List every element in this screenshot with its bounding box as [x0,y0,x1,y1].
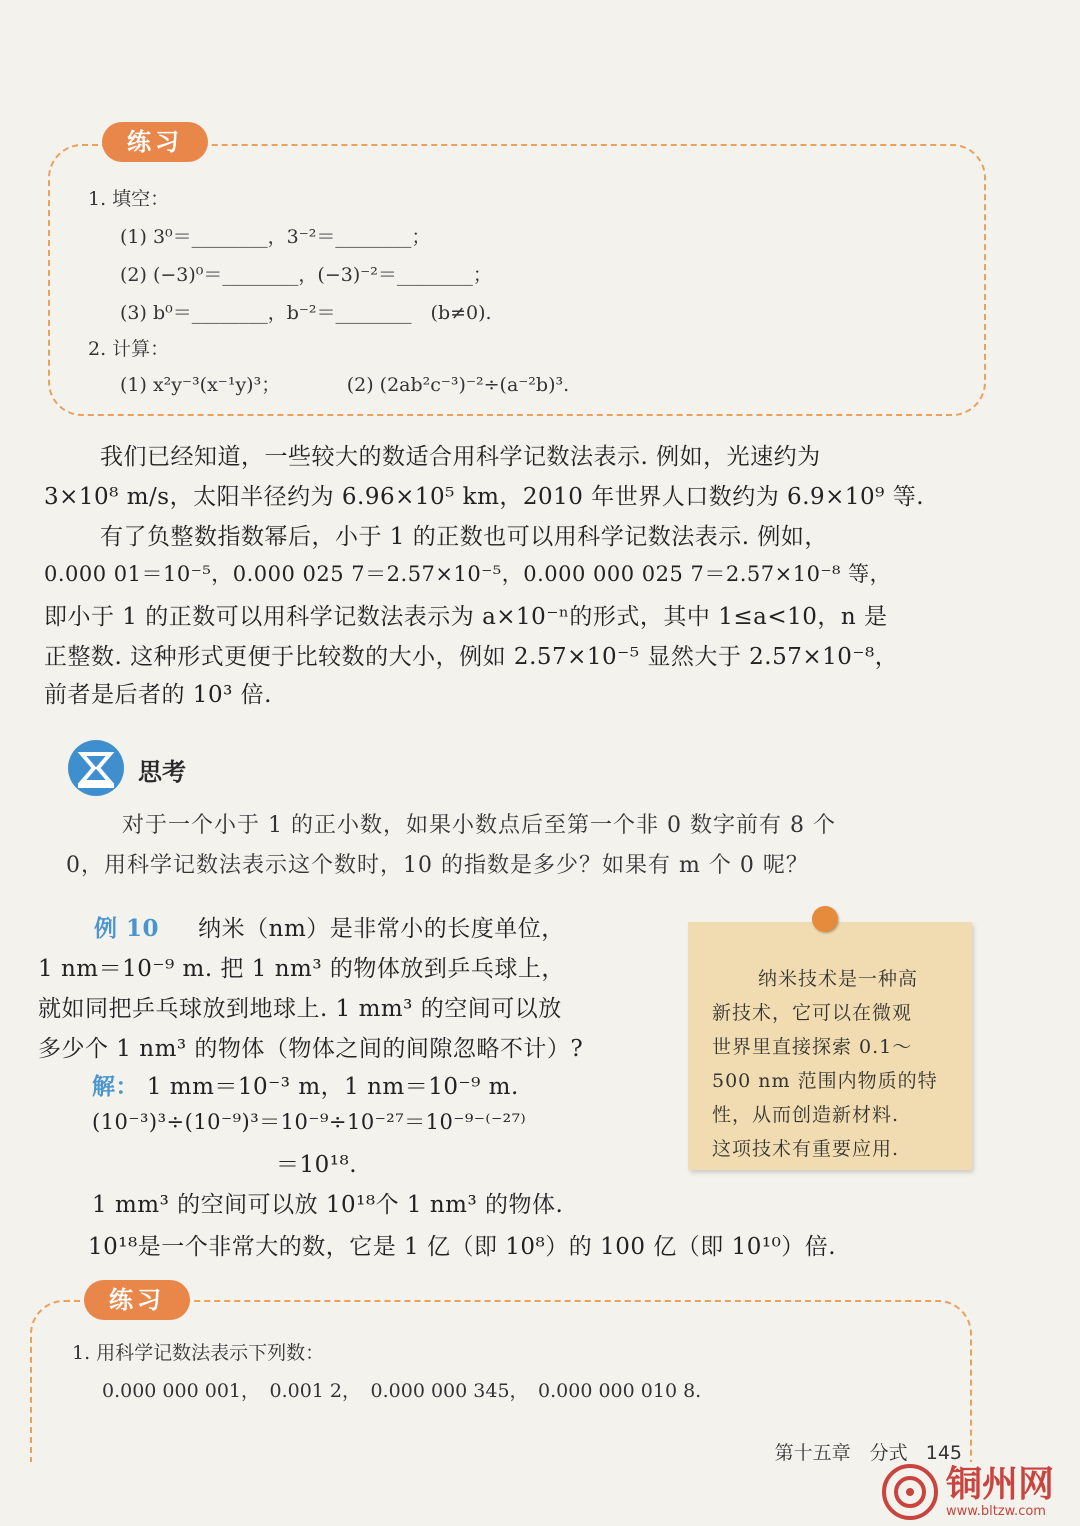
solution-text: 1 mm＝10⁻³ m，1 nm＝10⁻⁹ m. [146,1074,519,1100]
solution-line: 1 mm³ 的空间可以放 10¹⁸个 1 nm³ 的物体. [92,1192,564,1218]
solution-line: 10¹⁸是一个非常大的数，它是 1 亿（即 10⁸）的 100 亿（即 10¹⁰）倍. [88,1234,837,1260]
example-label: 例 10 [94,915,160,942]
note-line: 性，从而创造新材料. [712,1104,900,1126]
think-line: 0，用科学记数法表示这个数时，10 的指数是多少？如果有 m 个 0 呢？ [66,853,809,878]
solution-line: ＝10¹⁸. [276,1152,358,1178]
paragraph-line: 正整数. 这种形式更便于比较数的大小，例如 2.57×10⁻⁵ 显然大于 2.57×10⁻⁸， [44,644,899,670]
note-line: 500 nm 范围内物质的特 [712,1070,938,1092]
think-line: 对于一个小于 1 的正小数，如果小数点后至第一个非 0 数字前有 8 个 [122,813,836,838]
example-line: 多少个 1 nm³ 的物体（物体之间的间隙忽略不计）? [38,1036,584,1062]
example-first-line [94,910,565,943]
solution-line: (10⁻³)³÷(10⁻⁹)³＝10⁻⁹÷10⁻²⁷＝10⁻⁹⁻⁽⁻²⁷⁾ [92,1110,527,1134]
watermark-url: www.bltzw.com [946,1504,1046,1519]
exercise1-line: (1) 3⁰＝________，3⁻²＝________； [120,226,431,248]
watermark-logo-icon [880,1462,940,1526]
exercise-tab-2: 练习 [84,1280,190,1320]
exercise1-line: 1. 填空： [88,188,170,210]
solution-first-line [92,1068,519,1101]
exercise1-line: (1) x²y⁻³(x⁻¹y)³； (2) (2ab²c⁻³)⁻²÷(a⁻²b)³. [120,374,570,396]
paragraph-line: 前者是后者的 10³ 倍. [44,682,272,708]
solution-label: 解： [92,1073,139,1100]
note-line: 新技术，它可以在微观 [712,1002,913,1024]
think-label: 思考 [138,758,186,786]
note-line: 世界里直接探索 0.1～ [712,1036,913,1058]
example-line: 1 nm＝10⁻⁹ m. 把 1 nm³ 的物体放到乒乓球上， [38,956,565,982]
exercise2-line: 1. 用科学记数法表示下列数： [72,1342,325,1364]
example-line: 就如同把乒乓球放到地球上. 1 mm³ 的空间可以放 [38,996,562,1022]
think-icon [68,740,124,796]
paragraph-line: 即小于 1 的正数可以用科学记数法表示为 a×10⁻ⁿ的形式，其中 1≤a<10，n 是 [44,604,888,630]
paragraph-line: 我们已经知道，一些较大的数适合用科学记数法表示. 例如，光速约为 [100,444,821,470]
exercise2-line: 0.000 000 001， 0.001 2， 0.000 000 345， 0.000 000 010 8. [102,1380,702,1402]
note-line: 纳米技术是一种高 [758,968,919,990]
pin-icon [812,906,838,932]
note-line: 这项技术有重要应用. [712,1138,900,1160]
exercise1-line: 2. 计算： [88,338,170,360]
watermark-text: 铜州网 [946,1464,1055,1505]
paragraph-line: 3×10⁸ m/s，太阳半径约为 6.96×10⁵ km，2010 年世界人口数约为 6.9×10⁹ 等. [44,484,925,510]
example-text: 纳米（nm）是非常小的长度单位， [198,916,565,942]
page-footer [775,1438,962,1465]
paragraph-line: 0.000 01＝10⁻⁵，0.000 025 7＝2.57×10⁻⁵，0.000 000 025 7＝2.57×10⁻⁸ 等， [44,562,892,586]
exercise-tab-1: 练习 [102,122,208,162]
exercise1-line: (2) (−3)⁰＝________，(−3)⁻²＝________； [120,264,492,286]
chapter-label: 第十五章 分式 [774,1442,908,1464]
page-number: 145 [925,1442,962,1464]
paragraph-line: 有了负整数指数幂后，小于 1 的正数也可以用科学记数法表示. 例如， [100,524,828,550]
exercise1-line: (3) b⁰＝________，b⁻²＝________ (b≠0). [120,302,492,324]
